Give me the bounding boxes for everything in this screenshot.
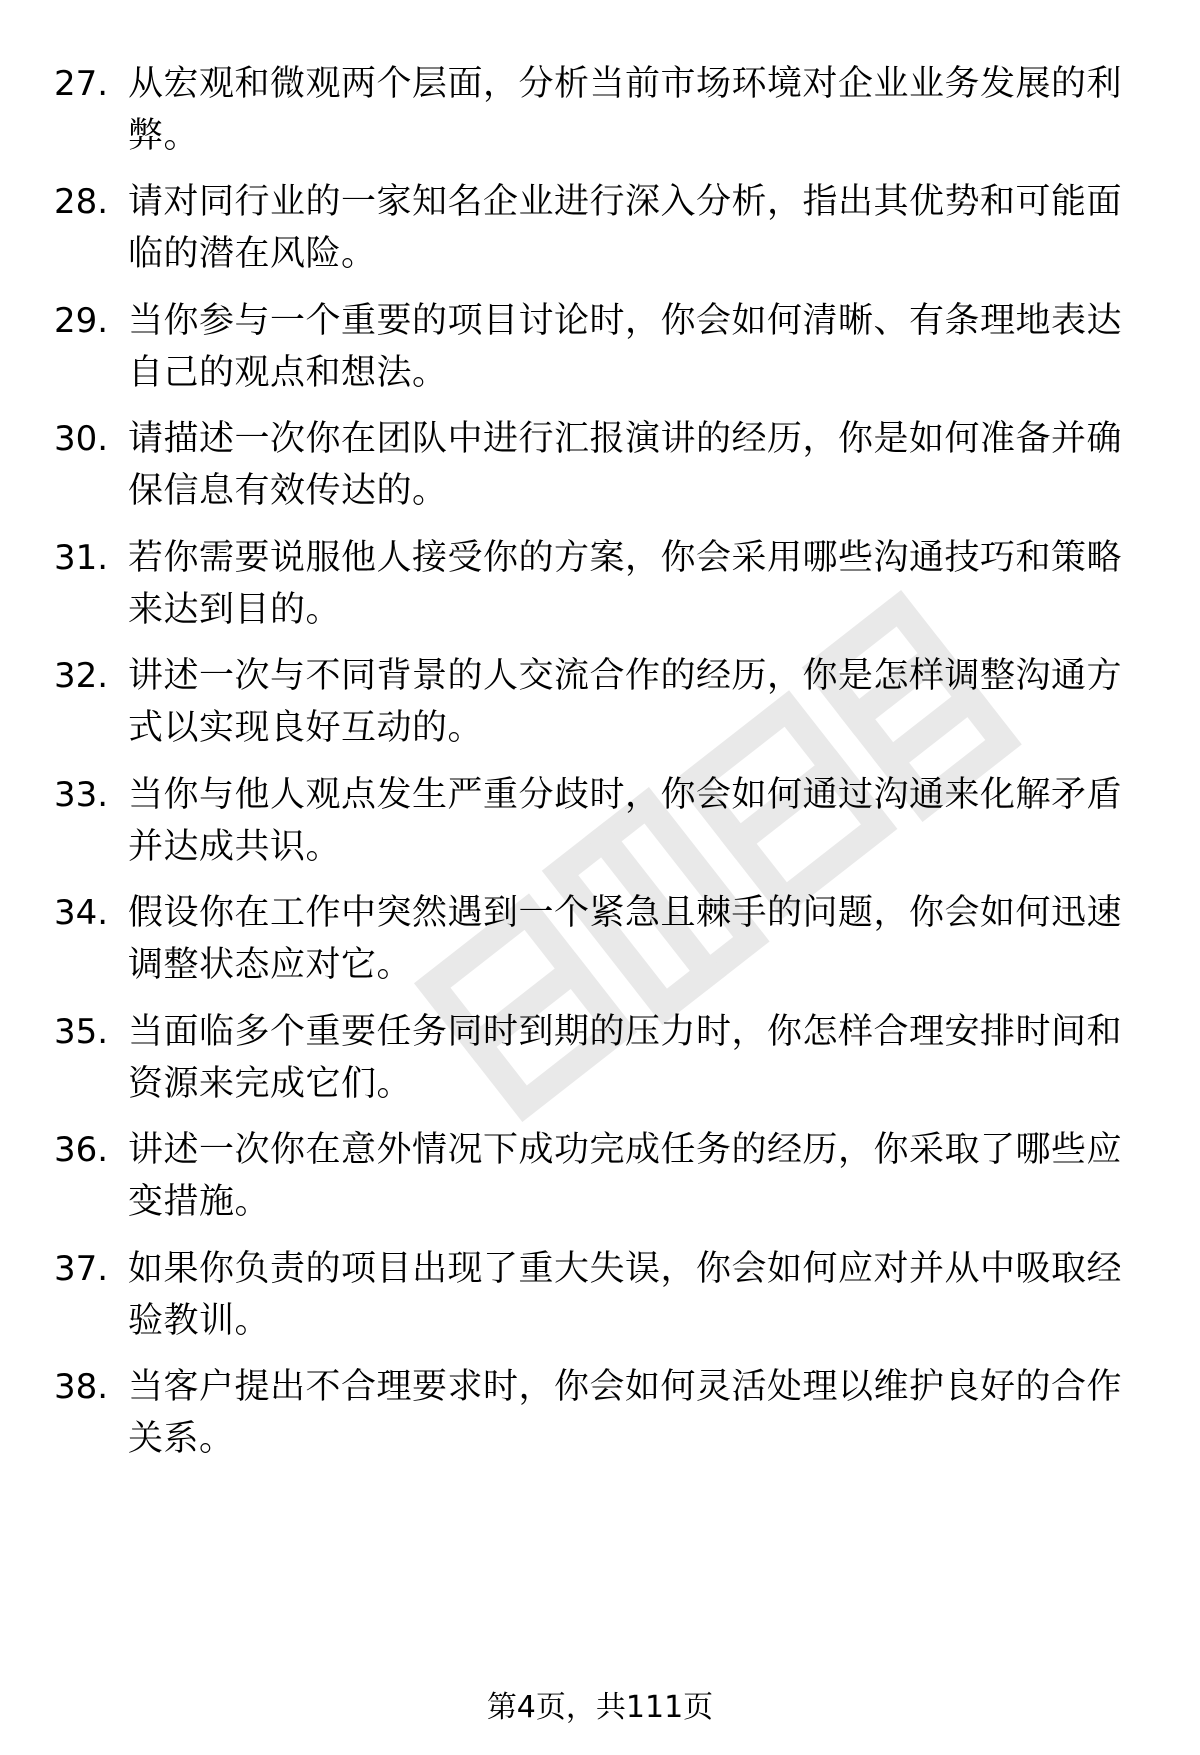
question-text: 从宏观和微观两个层面，分析当前市场环境对企业业务发展的利弊。 (128, 64, 1123, 156)
list-item (0, 1124, 1200, 1236)
question-number: 38. (54, 1367, 109, 1407)
question-text: 当你参与一个重要的项目讨论时，你会如何清晰、有条理地表达自己的观点和想法。 (128, 301, 1123, 393)
question-number: 31. (54, 538, 109, 578)
question-number: 27. (54, 64, 109, 104)
list-item (0, 1361, 1200, 1473)
question-number: 28. (54, 182, 109, 222)
question-text: 当面临多个重要任务同时到期的压力时，你怎样合理安排时间和资源来完成它们。 (128, 1012, 1123, 1104)
question-number: 34. (54, 893, 109, 933)
question-number: 35. (54, 1012, 109, 1052)
question-number: 29. (54, 301, 109, 341)
question-text: 当客户提出不合理要求时，你会如何灵活处理以维护良好的合作关系。 (128, 1367, 1123, 1459)
list-item (0, 769, 1200, 881)
question-number: 30. (54, 419, 109, 459)
question-text: 当你与他人观点发生严重分歧时，你会如何通过沟通来化解矛盾并达成共识。 (128, 775, 1123, 867)
list-item (0, 1243, 1200, 1355)
list-item (0, 532, 1200, 644)
list-item (0, 650, 1200, 762)
list-item (0, 413, 1200, 525)
list-item (0, 58, 1200, 170)
page-footer: 第4页，共111页 (486, 1690, 714, 1725)
question-text: 请对同行业的一家知名企业进行深入分析，指出其优势和可能面临的潜在风险。 (128, 182, 1123, 274)
list-item (0, 1006, 1200, 1118)
question-text: 若你需要说服他人接受你的方案，你会采用哪些沟通技巧和策略来达到目的。 (128, 538, 1123, 630)
question-text: 请描述一次你在团队中进行汇报演讲的经历，你是如何准备并确保信息有效传达的。 (128, 419, 1123, 511)
question-text: 讲述一次你在意外情况下成功完成任务的经历，你采取了哪些应变措施。 (128, 1130, 1123, 1222)
question-number: 33. (54, 775, 109, 815)
question-text: 讲述一次与不同背景的人交流合作的经历，你是怎样调整沟通方式以实现良好互动的。 (128, 656, 1123, 748)
question-number: 36. (54, 1130, 109, 1170)
list-item (0, 295, 1200, 407)
question-text: 如果你负责的项目出现了重大失误，你会如何应对并从中吸取经验教训。 (128, 1249, 1123, 1341)
list-item (0, 176, 1200, 288)
list-item (0, 887, 1200, 999)
question-text: 假设你在工作中突然遇到一个紧急且棘手的问题，你会如何迅速调整状态应对它。 (128, 893, 1123, 985)
question-number: 32. (54, 656, 109, 696)
question-number: 37. (54, 1249, 109, 1289)
